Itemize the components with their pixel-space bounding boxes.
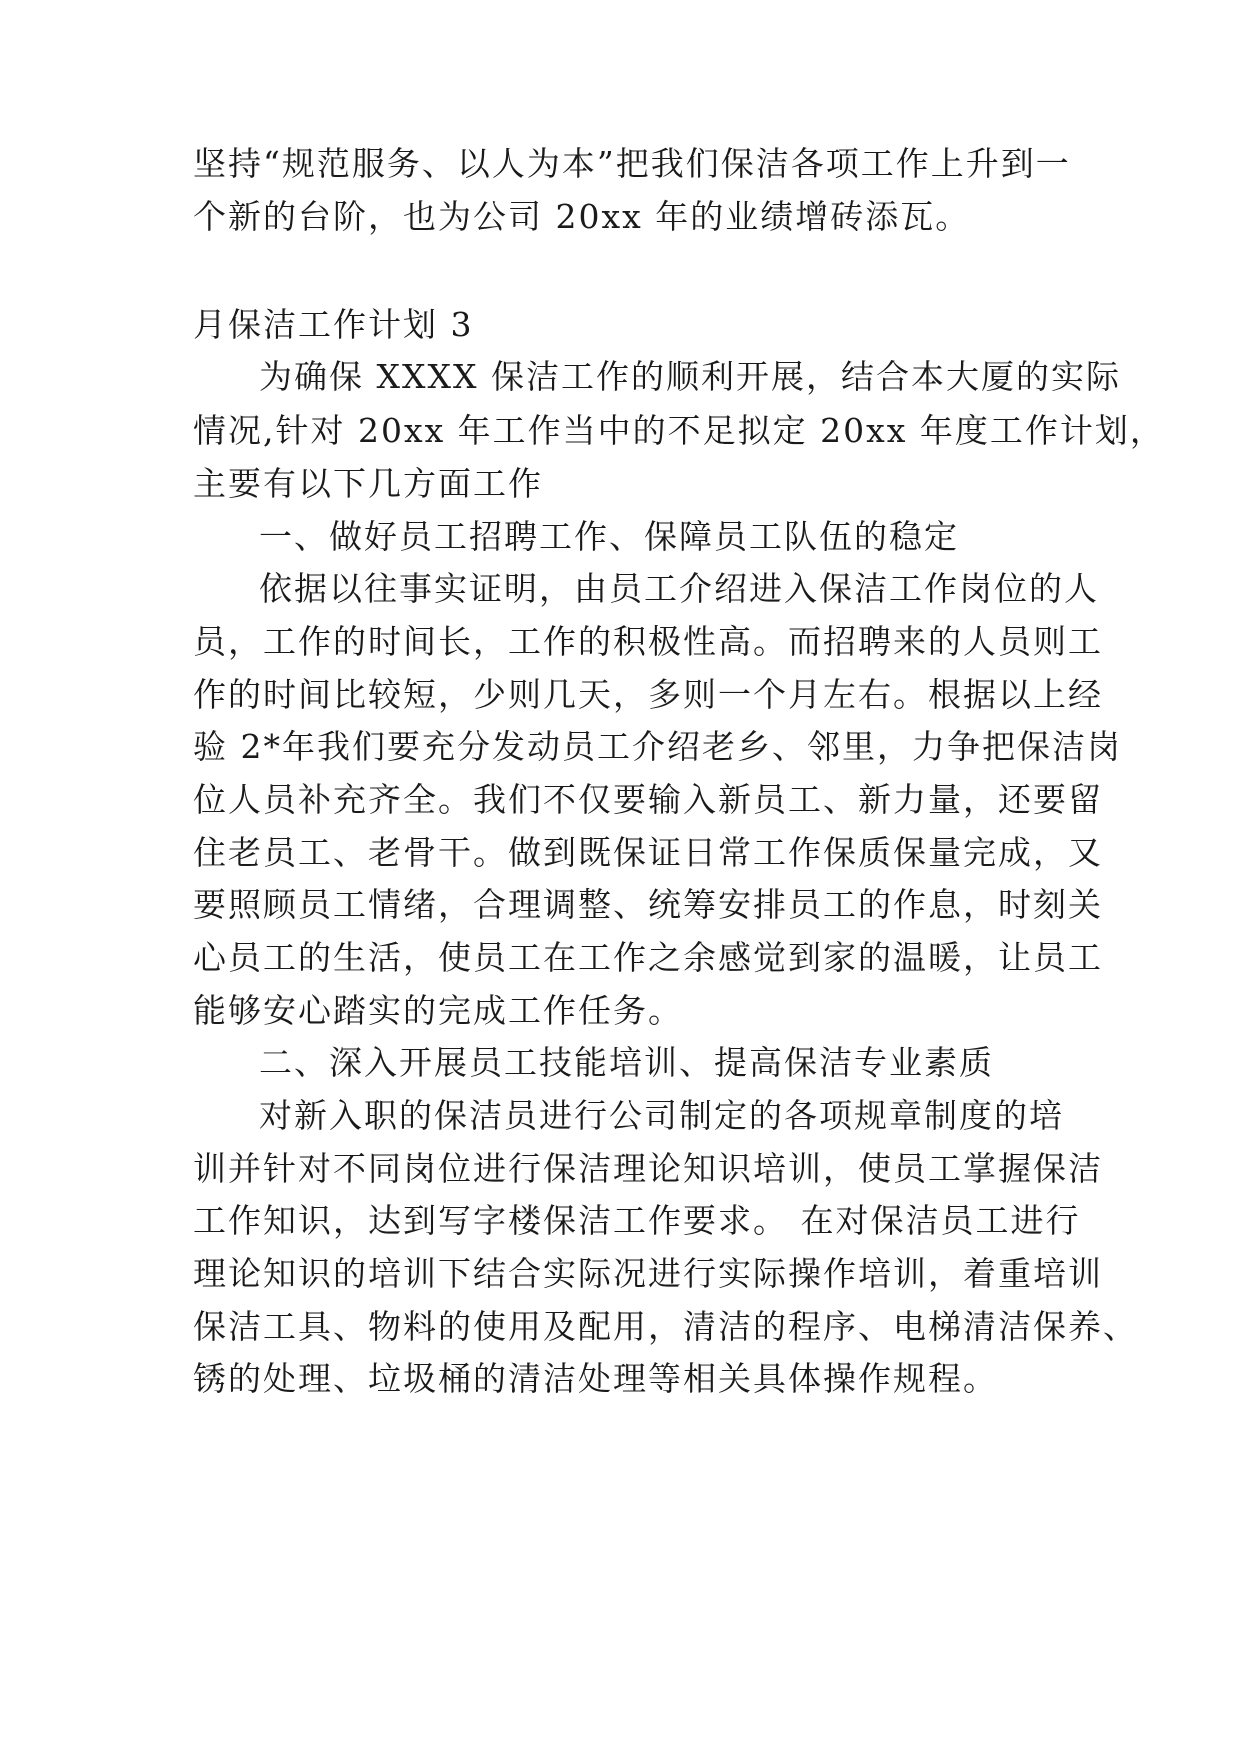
point1-line: 住老员工、老骨干。做到既保证日常工作保质保量完成，又 xyxy=(193,833,1103,872)
point1-line: 员，工作的时间长，工作的积极性高。而招聘来的人员则工 xyxy=(193,622,1103,661)
point1-line: 要照顾员工情绪，合理调整、统筹安排员工的作息，时刻关 xyxy=(193,885,1103,924)
point2-line: 锈的处理、垃圾桶的清洁处理等相关具体操作规程。 xyxy=(193,1359,998,1398)
section-heading: 月保洁工作计划 3 xyxy=(193,305,474,344)
point2-line: 理论知识的培训下结合实际况进行实际操作培训，着重培训 xyxy=(193,1254,1103,1293)
point1-line: 验 2*年我们要充分发动员工介绍老乡、邻里，力争把保洁岗 xyxy=(193,727,1122,766)
point2-title: 二、深入开展员工技能培训、提高保洁专业素质 xyxy=(259,1043,994,1082)
point1-title: 一、做好员工招聘工作、保障员工队伍的稳定 xyxy=(259,517,959,556)
point1-line: 心员工的生活，使员工在工作之余感觉到家的温暖，让员工 xyxy=(193,938,1103,977)
continuation-line: 个新的台阶，也为公司 20xx 年的业绩增砖添瓦。 xyxy=(193,197,971,236)
point2-line: 训并针对不同岗位进行保洁理论知识培训，使员工掌握保洁 xyxy=(193,1149,1103,1188)
point1-line: 位人员补充齐全。我们不仅要输入新员工、新力量，还要留 xyxy=(193,780,1103,819)
intro-line: 主要有以下几方面工作 xyxy=(193,464,543,503)
point1-line: 作的时间比较短，少则几天，多则一个月左右。根据以上经 xyxy=(193,675,1103,714)
point1-line: 依据以往事实证明，由员工介绍进入保洁工作岗位的人 xyxy=(259,569,1099,608)
point2-line: 工作知识，达到写字楼保洁工作要求。 在对保洁员工进行 xyxy=(193,1201,1081,1240)
point2-line: 对新入职的保洁员进行公司制定的各项规章制度的培 xyxy=(259,1096,1064,1135)
point2-line: 保洁工具、物料的使用及配用，清洁的程序、电梯清洁保养、 xyxy=(193,1307,1138,1346)
intro-line: 情况,针对 20xx 年工作当中的不足拟定 20xx 年度工作计划， xyxy=(193,411,1165,450)
intro-line: 为确保 XXXX 保洁工作的顺利开展，结合本大厦的实际 xyxy=(259,357,1121,396)
point1-line: 能够安心踏实的完成工作任务。 xyxy=(193,991,683,1030)
continuation-line: 坚持“规范服务、以人为本”把我们保洁各项工作上升到一 xyxy=(193,144,1071,183)
